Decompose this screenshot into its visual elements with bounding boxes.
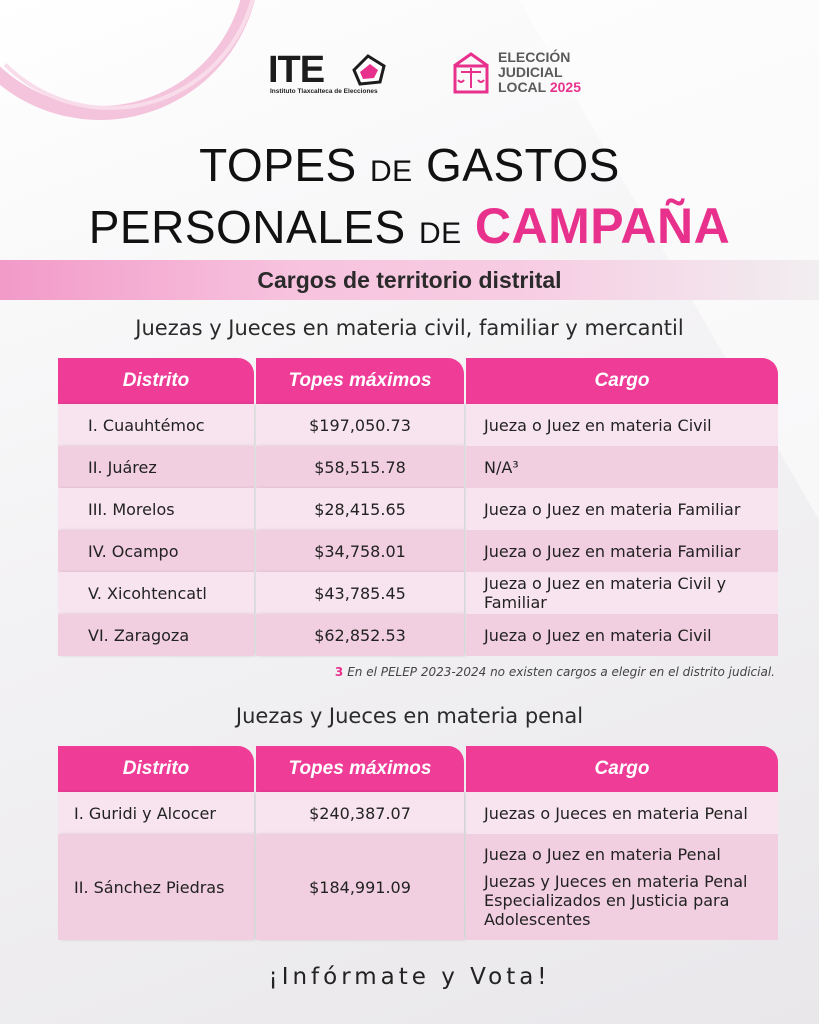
page-title (0, 138, 819, 261)
title-campana: CAMPAÑA (474, 198, 731, 254)
eleccion-judicial-logo (448, 48, 598, 100)
cell-cargo-multi (466, 834, 778, 940)
header-cargo: Cargo (466, 746, 778, 792)
cell-tope: $240,387.07 (256, 792, 464, 834)
ite-logo (268, 50, 393, 98)
cell-cargo-line-1: Jueza o Juez en materia Penal (484, 845, 721, 864)
cell-distrito: I. Guridi y Alcocer (58, 792, 254, 834)
ite-logo-subtitle: Instituto Tlaxcalteca de Elecciones (270, 88, 378, 95)
cell-tope: $184,991.09 (256, 834, 464, 940)
title-topes: TOPES (199, 139, 357, 191)
header-topes: Topes máximos (256, 358, 464, 404)
logos-header (0, 44, 819, 104)
ej-year: 2025 (549, 79, 582, 95)
header-distrito: Distrito (58, 746, 254, 792)
cell-cargo: Jueza o Juez en materia Civil (466, 614, 778, 656)
table-row (58, 792, 778, 834)
cell-distrito: V. Xicohtencatl (58, 572, 254, 614)
cell-tope: $58,515.78 (256, 446, 464, 488)
cell-tope: $197,050.73 (256, 404, 464, 446)
table-row (58, 834, 778, 940)
footnote-text: En el PELEP 2023-2024 no existen cargos a elegir en el distrito judicial. (347, 665, 775, 679)
cell-distrito: VI. Zaragoza (58, 614, 254, 656)
cell-cargo: Jueza o Juez en materia Familiar (466, 488, 778, 530)
ballot-box-scales-icon (448, 50, 494, 96)
table-row (58, 530, 778, 572)
cell-cargo: Juezas o Jueces en materia Penal (466, 792, 778, 834)
cell-tope: $28,415.65 (256, 488, 464, 530)
cell-distrito: II. Sánchez Piedras (58, 834, 254, 940)
footer-slogan: ¡Infórmate y Vota! (268, 964, 551, 990)
table-row (58, 614, 778, 656)
table-header (58, 358, 778, 404)
table-civil-familiar-mercantil (58, 358, 778, 656)
cell-distrito: II. Juárez (58, 446, 254, 488)
table-row (58, 404, 778, 446)
table1-footnote (335, 665, 775, 679)
table2-title: Juezas y Jueces en materia penal (235, 704, 584, 728)
cell-tope: $62,852.53 (256, 614, 464, 656)
ej-line-3: LOCAL (498, 79, 546, 95)
footnote-number: 3 (334, 665, 344, 679)
cell-distrito: III. Morelos (58, 488, 254, 530)
table-row (58, 488, 778, 530)
title-gastos: GASTOS (425, 139, 620, 191)
cell-cargo: N/A³ (466, 446, 778, 488)
table-row (58, 572, 778, 614)
eleccion-judicial-text (498, 50, 581, 95)
tlaxcala-map-icon (348, 52, 390, 88)
cell-tope: $43,785.45 (256, 572, 464, 614)
ite-logo-text: ITE (268, 49, 325, 91)
cell-cargo: Jueza o Juez en materia Civil (466, 404, 778, 446)
header-cargo: Cargo (466, 358, 778, 404)
cell-distrito: IV. Ocampo (58, 530, 254, 572)
cell-tope: $34,758.01 (256, 530, 464, 572)
ej-line-1: ELECCIÓN (498, 49, 571, 65)
cell-cargo: Jueza o Juez en materia Civil y Familiar (466, 572, 778, 614)
table-row (58, 446, 778, 488)
ej-line-2: JUDICIAL (498, 64, 563, 80)
section-band-title: Cargos de territorio distrital (257, 267, 562, 293)
title-de-2: DE (418, 217, 462, 250)
table1-title: Juezas y Jueces en materia civil, familiar y mercantil (135, 316, 684, 340)
title-personales: PERSONALES (88, 201, 406, 253)
cell-distrito: I. Cuauhtémoc (58, 404, 254, 446)
cell-cargo-line-2: Juezas y Jueces en materia Penal Especializados en Justicia para Adolescentes (484, 872, 748, 929)
title-de-1: DE (370, 155, 413, 188)
cell-cargo: Jueza o Juez en materia Familiar (466, 530, 778, 572)
table-materia-penal (58, 746, 778, 940)
header-distrito: Distrito (58, 358, 254, 404)
header-topes: Topes máximos (256, 746, 464, 792)
table-header (58, 746, 778, 792)
